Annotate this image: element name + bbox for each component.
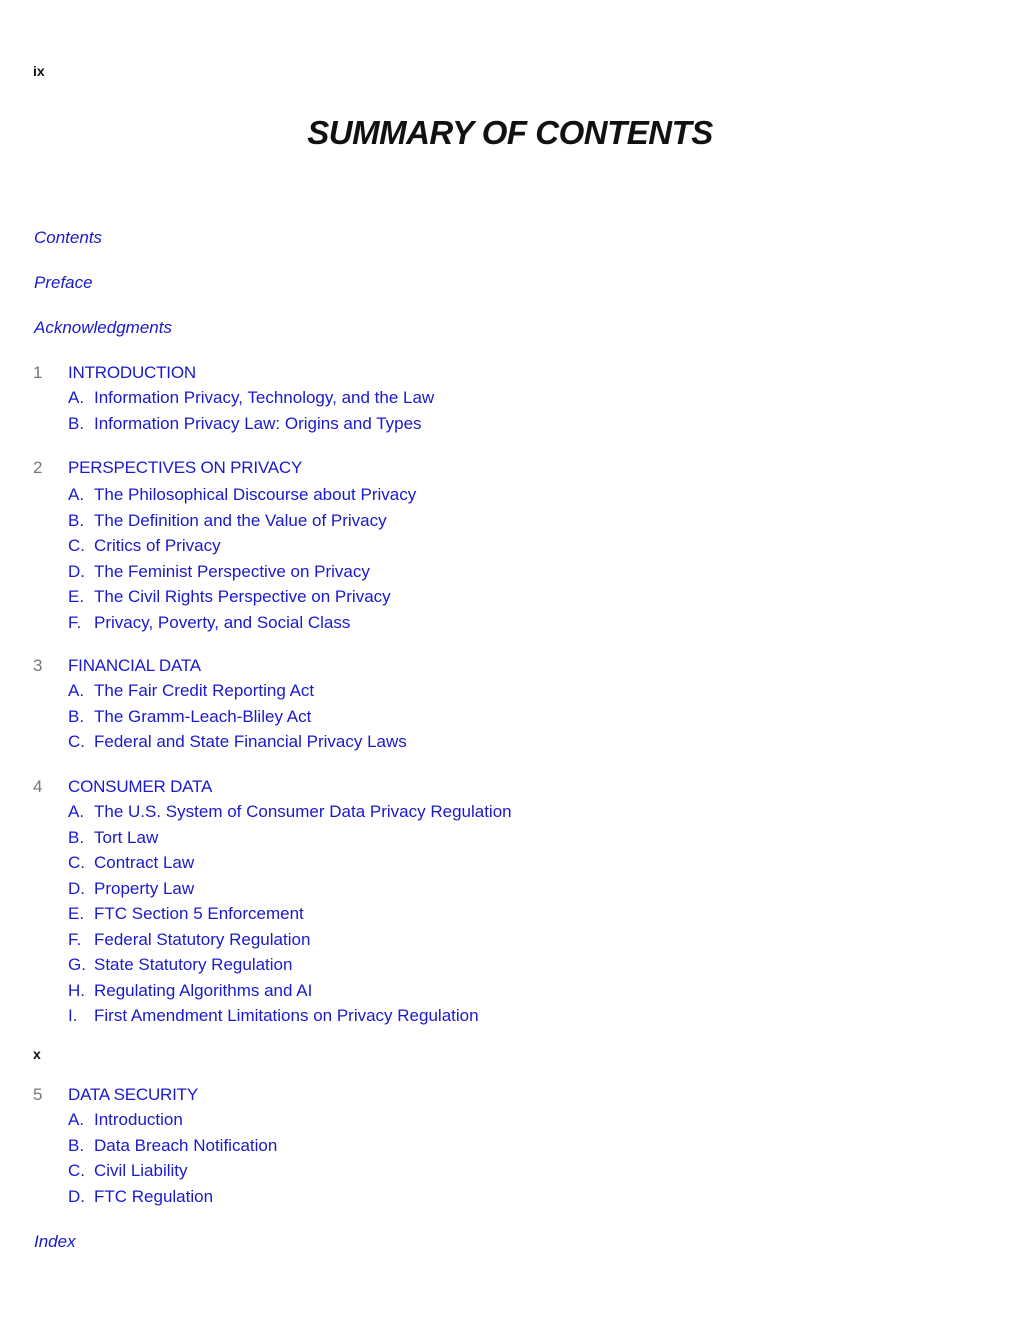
section-list (0, 681, 700, 758)
section-item[interactable] (0, 1110, 700, 1136)
section-title[interactable]: Property Law (94, 878, 195, 898)
section-letter: D. (68, 878, 85, 898)
section-letter: C. (68, 853, 85, 872)
section-title[interactable]: Privacy, Poverty, and Social Class (94, 612, 351, 632)
section-letter: I. (68, 1006, 78, 1025)
section-title[interactable]: The Feminist Perspective on Privacy (94, 561, 370, 581)
section-letter: D. (68, 1186, 85, 1206)
section-title[interactable]: The U.S. System of Consumer Data Privacy Regulation (94, 802, 512, 821)
section-letter: G. (68, 955, 86, 974)
section-letter: C. (68, 732, 85, 751)
section-title[interactable]: Contract Law (94, 853, 195, 872)
section-item[interactable] (0, 802, 700, 828)
section-letter: C. (68, 1161, 85, 1180)
chapter-heading (0, 1085, 700, 1107)
chapter-title-link[interactable]: PERSPECTIVES ON PRIVACY (68, 458, 303, 477)
section-letter: E. (68, 587, 85, 606)
section-letter: B. (68, 1135, 85, 1155)
section-letter: A. (68, 802, 85, 821)
section-title[interactable]: FTC Section 5 Enforcement (94, 904, 304, 923)
chapter-title-link[interactable]: INTRODUCTION (68, 363, 196, 382)
section-letter: B. (68, 827, 85, 847)
section-title[interactable]: Information Privacy, Technology, and the Law (94, 388, 435, 407)
section-title[interactable]: Introduction (94, 1110, 183, 1129)
page-title: SUMMARY OF CONTENTS (307, 114, 713, 151)
section-letter: D. (68, 561, 85, 581)
page-number-top: ix (33, 63, 45, 79)
section-letter: B. (68, 706, 85, 726)
section-item[interactable] (0, 536, 700, 562)
section-title[interactable]: The Gramm-Leach-Bliley Act (94, 706, 312, 726)
section-item[interactable] (0, 1161, 700, 1187)
section-title[interactable]: The Definition and the Value of Privacy (94, 510, 387, 530)
link-contents[interactable]: Contents (34, 228, 103, 247)
link-index[interactable]: Index (34, 1232, 76, 1251)
link-acknowledgments[interactable]: Acknowledgments (34, 318, 172, 337)
section-item[interactable] (0, 1006, 700, 1032)
chapter-title-link[interactable]: CONSUMER DATA (68, 777, 213, 796)
chapter-heading (0, 458, 700, 480)
section-title[interactable]: The Fair Credit Reporting Act (94, 681, 315, 700)
section-list (0, 1110, 700, 1212)
section-item[interactable] (0, 904, 700, 930)
section-item[interactable] (0, 388, 700, 414)
section-item[interactable] (0, 613, 700, 639)
section-title[interactable]: Federal and State Financial Privacy Laws (94, 732, 407, 751)
chapter-heading (0, 777, 700, 799)
section-title[interactable]: The Philosophical Discourse about Privacy (94, 485, 417, 504)
chapter-number: 1 (33, 363, 43, 382)
link-preface[interactable]: Preface (34, 273, 93, 292)
section-title[interactable]: First Amendment Limitations on Privacy Regulation (94, 1006, 479, 1025)
section-title[interactable]: Regulating Algorithms and AI (94, 980, 313, 1000)
section-item[interactable] (0, 981, 700, 1007)
section-letter: F. (68, 612, 82, 632)
section-letter: A. (68, 681, 85, 700)
section-letter: A. (68, 388, 85, 407)
section-item[interactable] (0, 587, 700, 613)
chapter-number: 4 (33, 777, 43, 796)
section-letter: F. (68, 929, 82, 949)
chapter-number: 5 (33, 1085, 43, 1104)
section-letter: H. (68, 980, 85, 1000)
section-title[interactable]: Critics of Privacy (94, 536, 221, 555)
page-number-middle: x (33, 1046, 41, 1062)
section-item[interactable] (0, 485, 700, 511)
chapter-title-link[interactable]: FINANCIAL DATA (68, 656, 201, 675)
section-title[interactable]: Data Breach Notification (94, 1135, 278, 1155)
section-item[interactable] (0, 853, 700, 879)
section-title[interactable]: Civil Liability (94, 1161, 188, 1180)
chapter-title-link[interactable]: DATA SECURITY (68, 1085, 198, 1104)
section-letter: E. (68, 904, 85, 923)
section-item[interactable] (0, 681, 700, 707)
chapter-number: 2 (33, 458, 43, 477)
section-list (0, 485, 700, 638)
section-title[interactable]: State Statutory Regulation (94, 955, 293, 974)
section-letter: B. (68, 413, 85, 433)
section-item[interactable] (0, 1187, 700, 1213)
section-title[interactable]: Tort Law (94, 827, 159, 847)
section-item[interactable] (0, 414, 700, 440)
section-letter: B. (68, 510, 85, 530)
section-item[interactable] (0, 732, 700, 758)
section-item[interactable] (0, 1136, 700, 1162)
section-title[interactable]: FTC Regulation (94, 1186, 214, 1206)
section-letter: A. (68, 485, 85, 504)
section-item[interactable] (0, 511, 700, 537)
section-item[interactable] (0, 562, 700, 588)
section-item[interactable] (0, 955, 700, 981)
section-item[interactable] (0, 828, 700, 854)
section-letter: A. (68, 1110, 85, 1129)
chapter-heading (0, 363, 700, 385)
section-list (0, 388, 700, 439)
chapter-heading (0, 656, 700, 678)
section-item[interactable] (0, 930, 700, 956)
section-letter: C. (68, 536, 85, 555)
section-title[interactable]: Information Privacy Law: Origins and Types (94, 413, 422, 433)
section-item[interactable] (0, 879, 700, 905)
section-title[interactable]: The Civil Rights Perspective on Privacy (94, 587, 391, 606)
chapter-number: 3 (33, 656, 43, 675)
section-list (0, 802, 700, 1032)
section-item[interactable] (0, 707, 700, 733)
section-title[interactable]: Federal Statutory Regulation (94, 929, 311, 949)
